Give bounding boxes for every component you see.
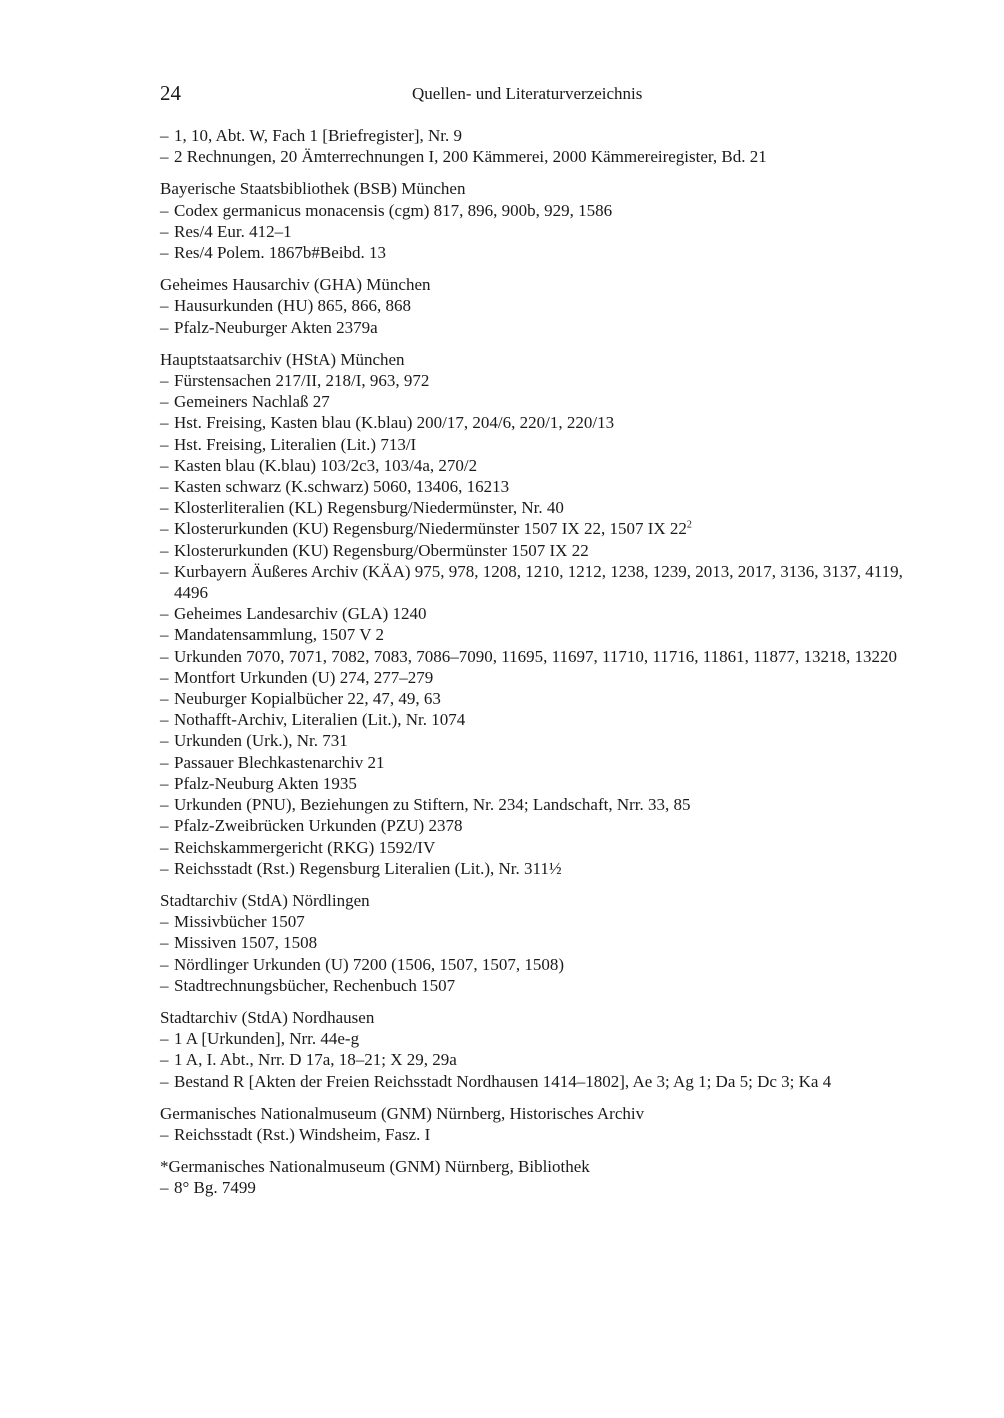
list-item: – Kasten schwarz (K.schwarz) 5060, 13406, 16213 bbox=[160, 477, 510, 497]
list-item: – Pfalz-Neuburg Akten 1935 bbox=[160, 773, 357, 793]
list-item: – Kurbayern Äußeres Archiv (KÄA) 975, 978, 1208, 1210, 1212, 1238, 1239, 2013, 2017, 3136, 3137, 4119, 4496 bbox=[160, 561, 903, 603]
list-item: – Urkunden (PNU), Beziehungen zu Stiftern, Nr. 234; Landschaft, Nrr. 33, 85 bbox=[160, 795, 691, 815]
list-item: – Codex germanicus monacensis (cgm) 817, 896, 900b, 929, 1586 bbox=[160, 200, 613, 220]
section-gha bbox=[160, 274, 920, 338]
section-heading: Hauptstaatsarchiv (HStA) München bbox=[160, 349, 405, 369]
list-item: – Hausurkunden (HU) 865, 866, 868 bbox=[160, 296, 412, 316]
list-item: – Reichskammergericht (RKG) 1592/IV bbox=[160, 837, 436, 857]
list-item: – Geheimes Landesarchiv (GLA) 1240 bbox=[160, 604, 427, 624]
list-item: – 8° Bg. 7499 bbox=[160, 1178, 256, 1198]
list-item: – Pfalz-Neuburger Akten 2379a bbox=[160, 317, 378, 337]
section-hsta bbox=[160, 349, 920, 879]
section-heading: Germanisches Nationalmuseum (GNM) Nürnberg, Historisches Archiv bbox=[160, 1103, 645, 1123]
list-item: – Bestand R [Akten der Freien Reichsstadt Nordhausen 1414–1802], Ae 3; Ag 1; Da 5; Dc 3; Ka 4 bbox=[160, 1071, 832, 1091]
section-heading: Bayerische Staatsbibliothek (BSB) München bbox=[160, 179, 466, 199]
bibliography-list bbox=[160, 125, 920, 1210]
list-item: – Pfalz-Zweibrücken Urkunden (PZU) 2378 bbox=[160, 816, 463, 836]
list-item: – Urkunden 7070, 7071, 7082, 7083, 7086–7090, 11695, 11697, 11710, 11716, 11861, 11877, 13218, 13220 bbox=[160, 646, 897, 666]
list-item: – Res/4 Eur. 412–1 bbox=[160, 221, 292, 241]
list-item: – Montfort Urkunden (U) 274, 277–279 bbox=[160, 667, 434, 687]
section-heading: Stadtarchiv (StdA) Nördlingen bbox=[160, 890, 370, 910]
footnote-superscript: 2 bbox=[686, 519, 692, 531]
list-item: – Urkunden (Urk.), Nr. 731 bbox=[160, 731, 348, 751]
section-heading: Stadtarchiv (StdA) Nordhausen bbox=[160, 1007, 375, 1027]
page-number: 24 bbox=[160, 81, 181, 105]
list-item: – 2 Rechnungen, 20 Ämterrechnungen I, 200 Kämmerei, 2000 Kämmereiregister, Bd. 21 bbox=[160, 147, 767, 167]
section-gnm-archiv bbox=[160, 1103, 920, 1145]
list-item: – 1 A [Urkunden], Nrr. 44e-g bbox=[160, 1029, 360, 1049]
list-item: – Klosterurkunden (KU) Regensburg/Niedermünster 1507 IX 22, 1507 IX $22^2$ bbox=[160, 519, 692, 539]
list-item: – Klosterurkunden (KU) Regensburg/Obermünster 1507 IX 22 bbox=[160, 540, 589, 560]
list-item: – Reichsstadt (Rst.) Regensburg Literalien (Lit.), Nr. 311½ bbox=[160, 858, 562, 878]
list-item: – Nördlinger Urkunden (U) 7200 (1506, 1507, 1507, 1508) bbox=[160, 954, 564, 974]
list-item: – Mandatensammlung, 1507 V 2 bbox=[160, 625, 384, 645]
list-item: – Kasten blau (K.blau) 103/2c3, 103/4a, 270/2 bbox=[160, 455, 478, 475]
list-item: – Klosterliteralien (KL) Regensburg/Niedermünster, Nr. 40 bbox=[160, 498, 564, 518]
list-item: – Nothafft-Archiv, Literalien (Lit.), Nr. 1074 bbox=[160, 710, 466, 730]
list-item: – Neuburger Kopialbücher 22, 47, 49, 63 bbox=[160, 689, 441, 709]
list-item: – Hst. Freising, Literalien (Lit.) 713/I bbox=[160, 434, 417, 454]
section-heading: Geheimes Hausarchiv (GHA) München bbox=[160, 275, 431, 295]
list-item: – Missivbücher 1507 bbox=[160, 912, 305, 932]
list-item: – Fürstensachen 217/II, 218/I, 963, 972 bbox=[160, 371, 430, 391]
running-head: Quellen- und Literaturverzeichnis bbox=[412, 84, 643, 103]
list-item: – Stadtrechnungsbücher, Rechenbuch 1507 bbox=[160, 975, 456, 995]
section-gnm-bibliothek bbox=[160, 1156, 920, 1198]
section-stda-noerdlingen bbox=[160, 890, 920, 996]
section-bsb bbox=[160, 178, 920, 263]
list-item: – Reichsstadt (Rst.) Windsheim, Fasz. I bbox=[160, 1124, 431, 1144]
list-item: – Missiven 1507, 1508 bbox=[160, 933, 318, 953]
list-item: – 1 A, I. Abt., Nrr. D 17a, 18–21; X 29, 29a bbox=[160, 1050, 457, 1070]
list-item: – 1, 10, Abt. W, Fach 1 [Briefregister], Nr. 9 bbox=[160, 126, 463, 145]
section-continuation bbox=[160, 125, 920, 167]
section-heading: *Germanisches Nationalmuseum (GNM) Nürnberg, Bibliothek bbox=[160, 1157, 590, 1177]
list-item: – Res/4 Polem. 1867b#Beibd. 13 bbox=[160, 243, 387, 263]
list-item: – Gemeiners Nachlaß 27 bbox=[160, 392, 330, 412]
list-item: – Hst. Freising, Kasten blau (K.blau) 200/17, 204/6, 220/1, 220/13 bbox=[160, 413, 615, 433]
list-item: – Passauer Blechkastenarchiv 21 bbox=[160, 752, 385, 772]
section-stda-nordhausen bbox=[160, 1007, 920, 1092]
